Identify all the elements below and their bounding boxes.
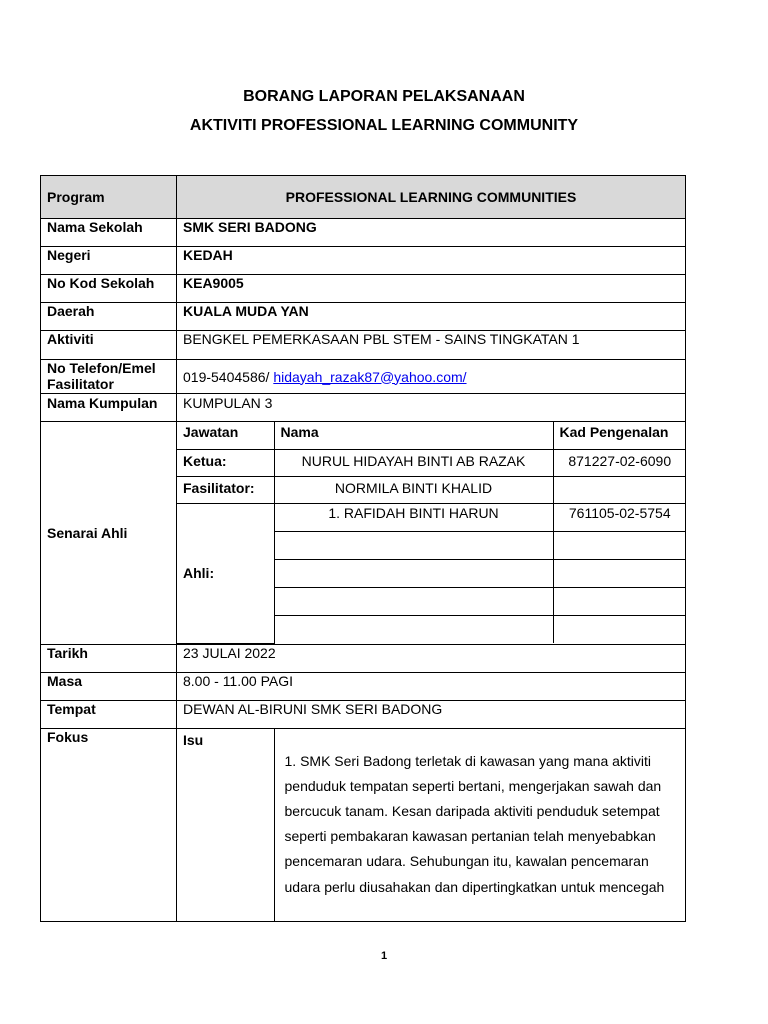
ahli-5-name	[274, 615, 553, 643]
no-kod-sekolah-value: KEA9005	[177, 275, 686, 303]
row-senarai-ahli	[41, 422, 686, 645]
role-fasilitator: Fasilitator:	[177, 476, 274, 503]
fasilitator-ic	[553, 476, 686, 503]
tempat-label: Tempat	[41, 700, 177, 728]
nama-sekolah-label: Nama Sekolah	[41, 219, 177, 247]
aktiviti-label: Aktiviti	[41, 331, 177, 360]
row-program	[41, 176, 686, 219]
ahli-4-name	[274, 587, 553, 615]
fokus-table	[177, 729, 686, 921]
ahli-4-ic	[553, 587, 686, 615]
row-masa	[41, 672, 686, 700]
members-row-ahli-1	[177, 503, 686, 531]
nama-sekolah-value: SMK SERI BADONG	[177, 219, 686, 247]
nama-kumpulan-label: Nama Kumpulan	[41, 394, 177, 422]
masa-value: 8.00 - 11.00 PAGI	[177, 672, 686, 700]
members-row-fasilitator	[177, 476, 686, 503]
row-daerah	[41, 303, 686, 331]
fasilitator-name: NORMILA BINTI KHALID	[274, 476, 553, 503]
members-row-ketua	[177, 449, 686, 476]
row-telefon-emel	[41, 360, 686, 394]
members-table	[177, 422, 686, 644]
row-tempat	[41, 700, 686, 728]
negeri-value: KEDAH	[177, 247, 686, 275]
tarikh-label: Tarikh	[41, 644, 177, 672]
form-title-line-2: AKTIVITI PROFESSIONAL LEARNING COMMUNITY	[189, 117, 579, 134]
role-ahli: Ahli:	[177, 503, 274, 643]
ketua-name: NURUL HIDAYAH BINTI AB RAZAK	[274, 449, 553, 476]
fokus-label: Fokus	[41, 728, 177, 921]
col-header-jawatan: Jawatan	[177, 422, 274, 449]
no-kod-sekolah-label: No Kod Sekolah	[41, 275, 177, 303]
row-fokus	[41, 728, 686, 921]
col-header-nama: Nama	[274, 422, 553, 449]
telefon-emel-label	[41, 360, 177, 394]
fokus-isu-row	[177, 729, 686, 921]
email-link[interactable]: hidayah_razak87@yahoo.com/	[273, 368, 467, 385]
negeri-label: Negeri	[41, 247, 177, 275]
program-value: PROFESSIONAL LEARNING COMMUNITIES	[177, 176, 686, 219]
telefon-emel-label-line-2: Fasilitator	[47, 376, 114, 392]
senarai-ahli-label: Senarai Ahli	[41, 422, 177, 645]
telefon-emel-label-line-1: No Telefon/Emel	[47, 360, 156, 376]
ahli-5-ic	[553, 615, 686, 643]
row-aktiviti	[41, 331, 686, 360]
fokus-cell	[177, 728, 686, 921]
phone-number: 019-5404586/	[183, 368, 274, 385]
isu-label: Isu	[177, 729, 274, 921]
program-label: Program	[41, 176, 177, 219]
tarikh-value: 23 JULAI 2022	[177, 644, 686, 672]
ahli-3-name	[274, 559, 553, 587]
masa-label: Masa	[41, 672, 177, 700]
row-nama-sekolah	[41, 219, 686, 247]
ahli-3-ic	[553, 559, 686, 587]
role-ketua: Ketua:	[177, 449, 274, 476]
form-title-line-1: BORANG LAPORAN PELAKSANAAN	[243, 88, 525, 105]
report-form-table	[40, 175, 686, 922]
members-header-row	[177, 422, 686, 449]
row-tarikh	[41, 644, 686, 672]
telefon-emel-value	[177, 360, 686, 394]
nama-kumpulan-value: KUMPULAN 3	[177, 394, 686, 422]
page-number: 1	[380, 950, 388, 962]
senarai-ahli-cell	[177, 422, 686, 645]
ahli-1-ic: 761105-02-5754	[553, 503, 686, 531]
daerah-value: KUALA MUDA YAN	[177, 303, 686, 331]
isu-text: 1. SMK Seri Badong terletak di kawasan yang mana aktiviti penduduk tempatan seperti bertani, mengerjakan sawah dan bercucuk tanam. Kesan daripada aktiviti penduduk setempat seperti pembakaran kawasan pertanian telah menyebabkan pencemaran udara. Sehubungan itu, kawalan pencemaran udara perlu diusahakan dan dipertingkatkan untuk mencegah	[284, 752, 665, 895]
ahli-1-name: 1. RAFIDAH BINTI HARUN	[274, 503, 553, 531]
row-no-kod-sekolah	[41, 275, 686, 303]
col-header-kad-pengenalan: Kad Pengenalan	[553, 422, 686, 449]
ahli-2-ic	[553, 531, 686, 559]
tempat-value: DEWAN AL-BIRUNI SMK SERI BADONG	[177, 700, 686, 728]
row-negeri	[41, 247, 686, 275]
isu-text-cell	[274, 729, 686, 921]
aktiviti-value: BENGKEL PEMERKASAAN PBL STEM - SAINS TINGKATAN 1	[177, 331, 686, 360]
row-nama-kumpulan	[41, 394, 686, 422]
ketua-ic: 871227-02-6090	[553, 449, 686, 476]
ahli-2-name	[274, 531, 553, 559]
daerah-label: Daerah	[41, 303, 177, 331]
